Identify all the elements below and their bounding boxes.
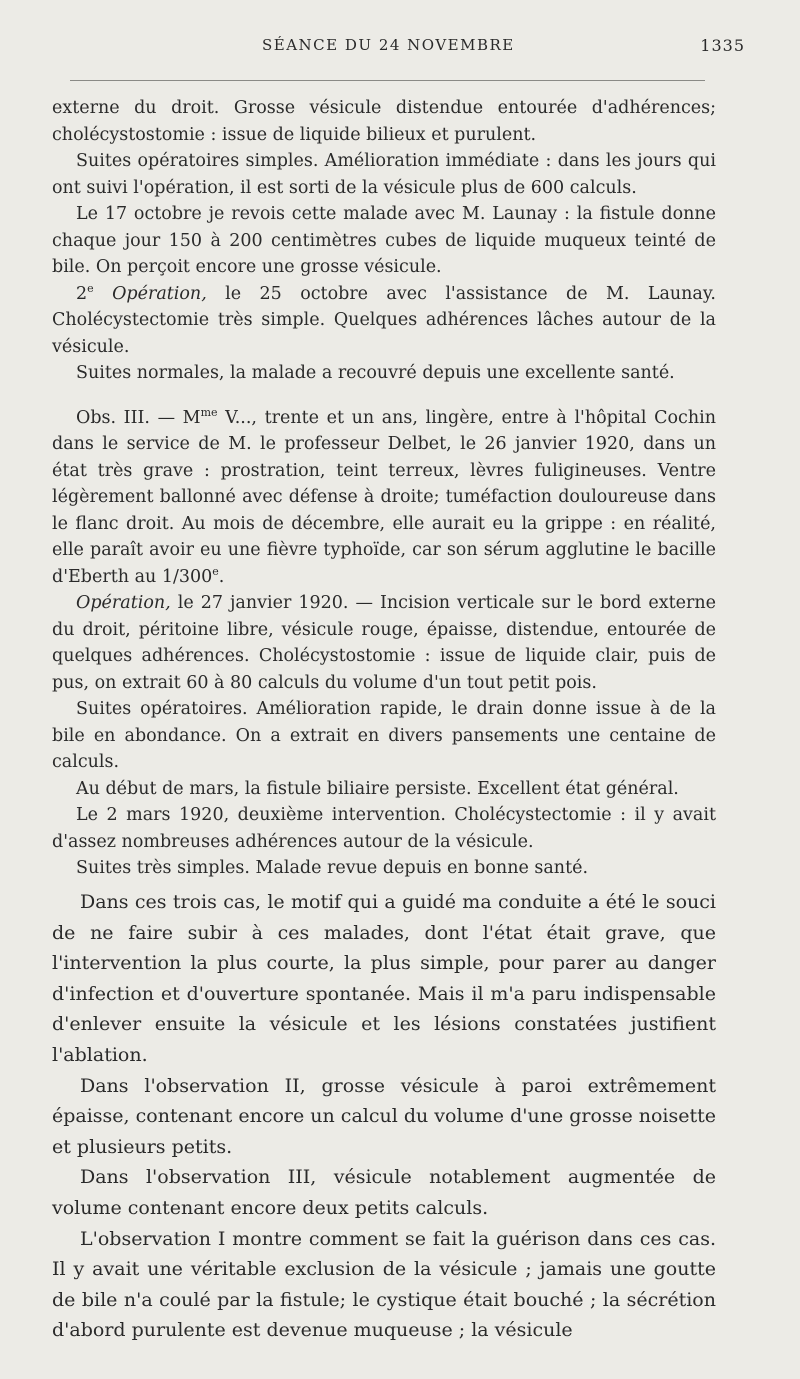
dilution-suffix: e	[212, 564, 219, 578]
obs2-followup-paragraph: Le 17 octobre je revois cette malade avec M. Launay : la fistule donne chaque jour 150 à 200 centimètres cubes de liquide muqueux teinté de bile. On perçoit encore une grosse vésicule.	[52, 204, 716, 277]
obs3-operation-paragraph	[52, 590, 716, 696]
observations-small-print	[52, 95, 716, 882]
ordinal-suffix: e	[87, 281, 94, 295]
running-title: SÉANCE DU 24 NOVEMBRE	[262, 36, 515, 54]
discussion-paragraph-obs1: L'observation I montre comment se fait la guérison dans ces cas. Il y avait une véritable exclusion de la vésicule ; jamais une goutte de bile n'a coulé par la fistule; le cystique était bouché ; la sécrétion d'abord purulente est devenue muqueuse ; la vésicule	[52, 1227, 716, 1342]
madame-suffix: me	[200, 405, 218, 419]
obs3-march-paragraph: Au début de mars, la fistule biliaire persiste. Excellent état général.	[76, 778, 679, 799]
obs2-suites-paragraph: Suites opératoires simples. Amélioration immédiate : dans les jours qui ont suivi l'opération, il est sorti de la vésicule plus de 600 calculs.	[52, 151, 716, 198]
discussion-paragraph-obs2: Dans l'observation II, grosse vésicule à paroi extrêmement épaisse, contenant encore un calcul du volume d'une grosse noisette et plusieurs petits.	[52, 1074, 716, 1158]
header-rule	[70, 80, 705, 81]
obs3-history: V..., trente et un ans, lingère, entre à l'hôpital Cochin dans le service de M. le professeur Delbet, le 26 janvier 1920, dans un état très grave : prostration, teint terreux, lèvres fuligineuses. Ventre légèrement ballonné avec défense à droite; tuméfaction douloureuse dans le flanc droit. Au mois de décembre, elle aurait eu la grippe : en réalité, elle paraît avoir eu une fièvre typhoïde, car son sérum agglutine le bacille d'Eberth au 1/300	[52, 407, 716, 587]
discussion-paragraph-obs3: Dans l'observation III, vésicule notablement augmentée de volume contenant encore deux petits calculs.	[52, 1166, 716, 1219]
operation-text: le 25 octobre avec l'assistance de M. Launay. Cholécystectomie très simple. Quelques adhérences lâches autour de la vésicule.	[52, 283, 716, 357]
section-gap	[52, 387, 716, 405]
obs3-second-intervention-paragraph: Le 2 mars 1920, deuxième intervention. Cholécystectomie : il y avait d'assez nombreuses adhérences autour de la vésicule.	[52, 805, 716, 852]
discussion-text	[52, 887, 716, 1346]
operation-label: Opération,	[112, 283, 207, 304]
page-number: 1335	[700, 36, 745, 55]
operation-text: le 27 janvier 1920. — Incision verticale sur le bord externe du droit, péritoine libre, vésicule rouge, épaisse, distendue, entourée de quelques adhérences. Cholécystostomie : issue de liquide clair, puis de pus, on extrait 60 à 80 calculs du volume d'un tout petit pois.	[52, 593, 716, 693]
obs2-outcome-paragraph: Suites normales, la malade a recouvré depuis une excellente santé.	[76, 363, 675, 383]
operation-label: Opération,	[76, 593, 171, 613]
obs2-continuation-paragraph: externe du droit. Grosse vésicule distendue entourée d'adhérences; cholécystostomie : issue de liquide bilieux et purulent.	[52, 98, 716, 145]
obs3-lead: Obs. III. — M	[76, 407, 201, 428]
obs3-intro-paragraph	[52, 405, 716, 591]
ordinal-number: 2	[76, 283, 88, 304]
discussion-paragraph-motive: Dans ces trois cas, le motif qui a guidé ma conduite a été le souci de ne faire subir à ces malades, dont l'état était grave, que l'intervention la plus courte, la plus simple, pour parer au danger d'infection et d'ouverture spontanée. Mais il m'a paru indispensable d'enlever ensuite la vésicule et les lésions constatées justifient l'ablation.	[52, 891, 716, 1066]
obs3-suites-paragraph: Suites opératoires. Amélioration rapide, le drain donne issue à de la bile en abondance. On a extrait en divers pansements une centaine de calculs.	[52, 699, 716, 772]
obs3-outcome-paragraph: Suites très simples. Malade revue depuis en bonne santé.	[76, 858, 589, 878]
obs3-period: .	[218, 566, 225, 587]
obs2-second-operation-paragraph	[52, 281, 716, 361]
running-head	[0, 36, 800, 60]
